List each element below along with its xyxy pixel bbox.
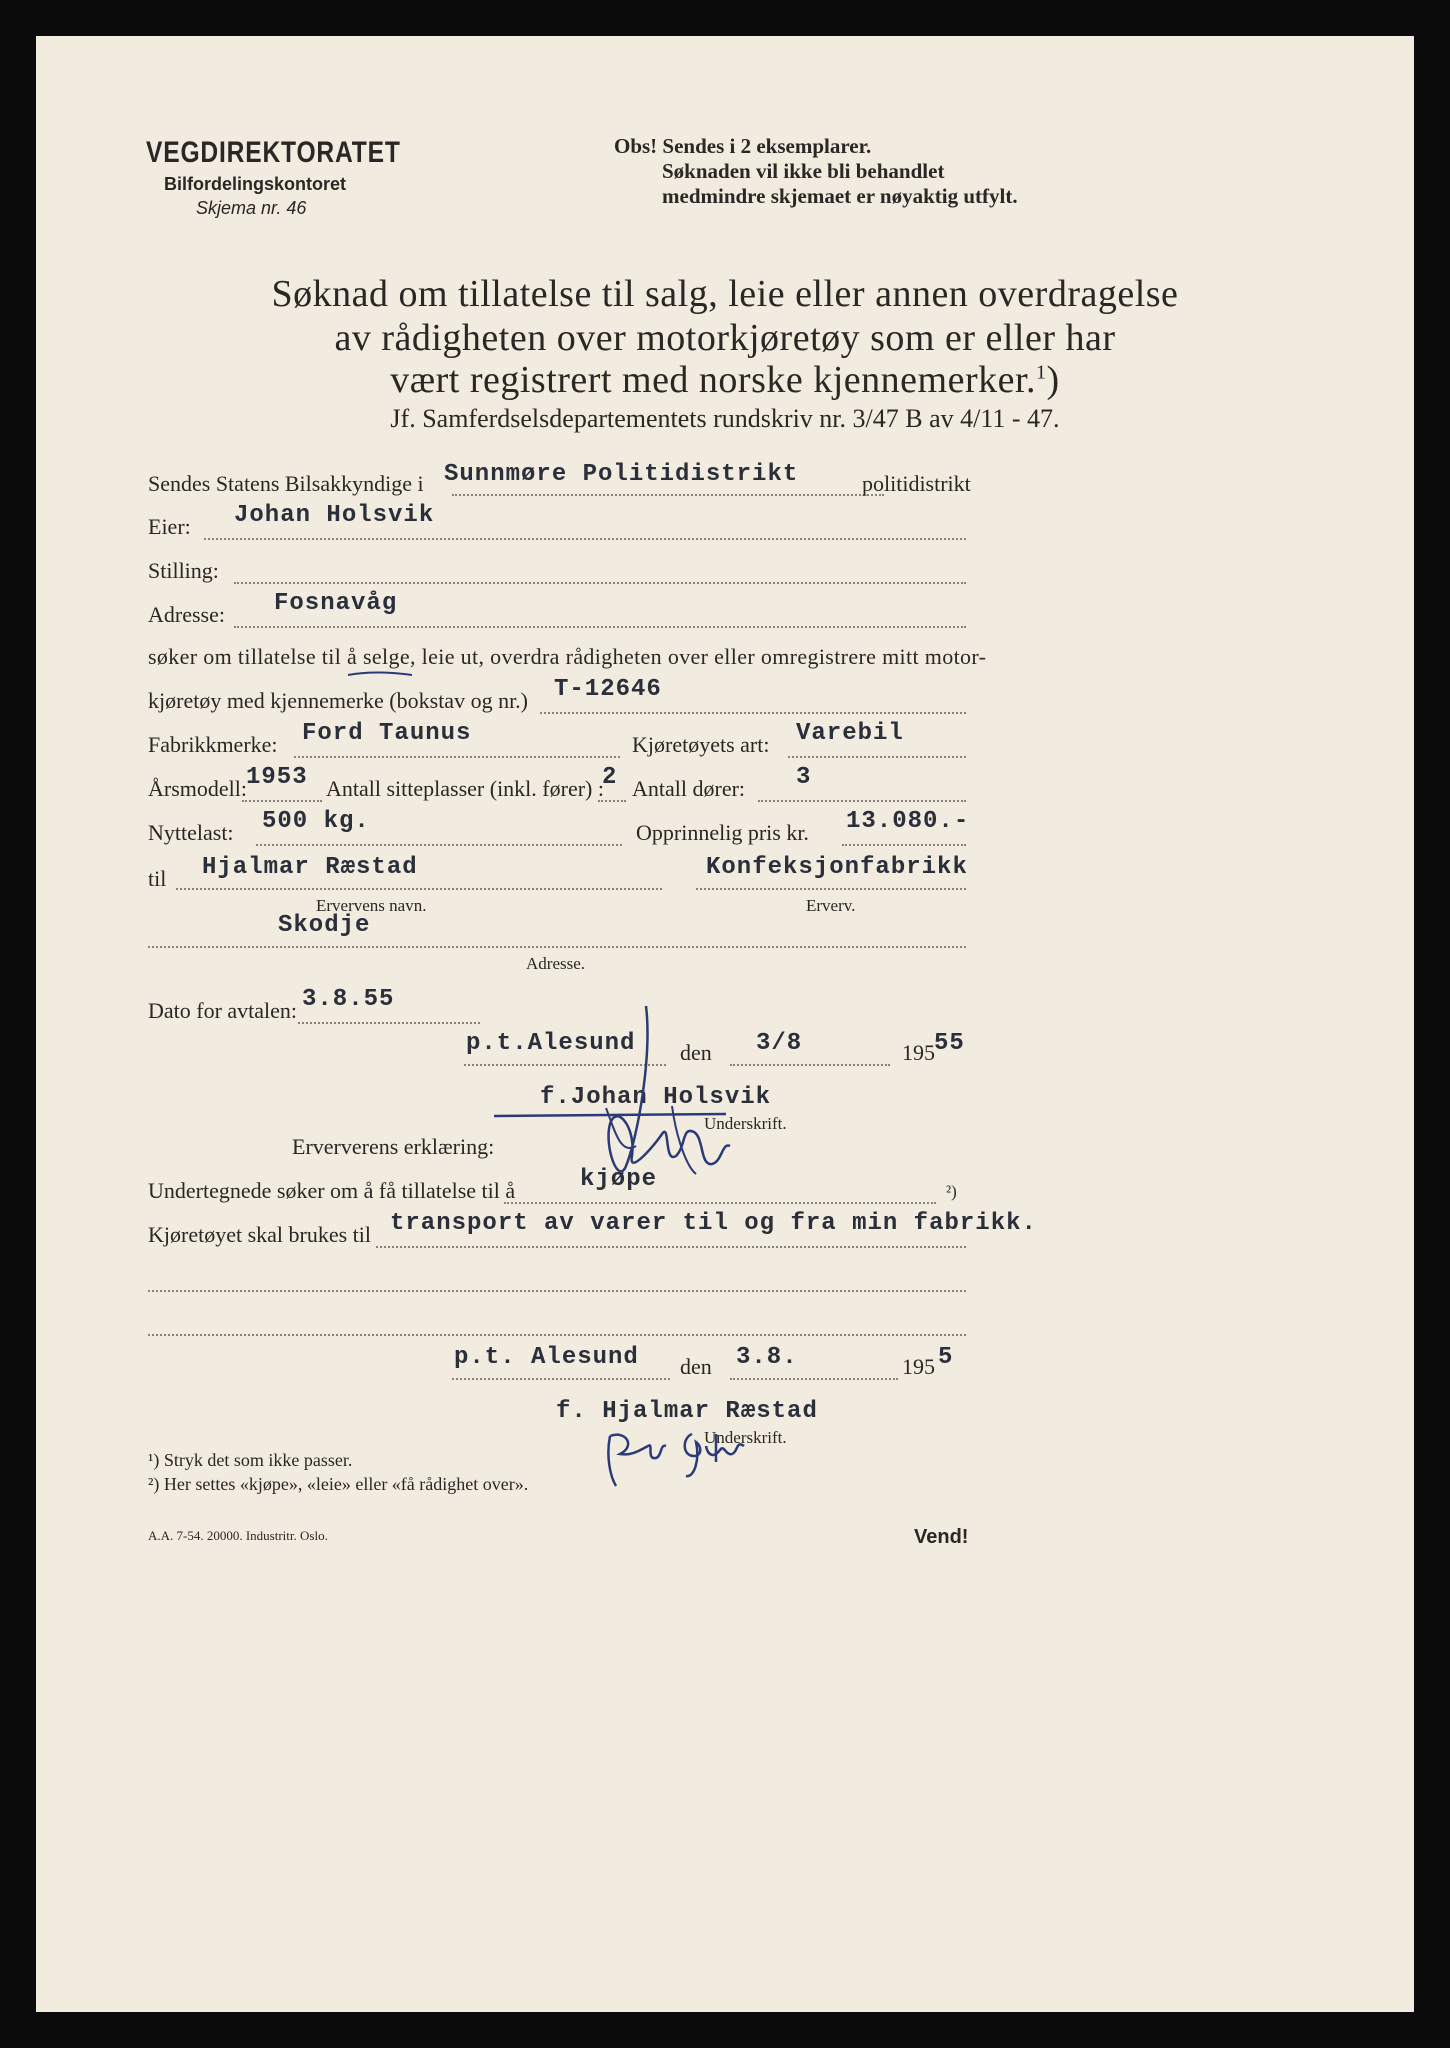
declaration-soker-note: ²) xyxy=(946,1182,957,1201)
art-value[interactable]: Varebil xyxy=(796,720,904,747)
sig1-place[interactable]: p.t.Alesund xyxy=(466,1030,636,1057)
footnote-2: ²) Her settes «kjøpe», «leie» eller «få rådighet over». xyxy=(148,1474,529,1494)
art-label: Kjøretøyets art: xyxy=(632,732,770,757)
nyttelast-line xyxy=(256,844,622,846)
erverver-adresse-line xyxy=(148,946,966,948)
sig1-signer[interactable]: f.Johan Holsvik xyxy=(540,1084,772,1111)
declaration-bruk-label: Kjøretøyet skal brukes til xyxy=(148,1222,372,1247)
org-name: VEGDIREKTORATET xyxy=(146,136,401,169)
sitteplasser-label: Antall sitteplasser (inkl. fører) : xyxy=(326,776,604,801)
sig2-date-line xyxy=(730,1378,898,1380)
erverver-navn-caption: Ervervens navn. xyxy=(316,896,427,915)
eier-label: Eier: xyxy=(148,514,191,539)
title-line-1: Søknad om tillatelse til salg, leie eller annen overdragelse xyxy=(271,273,1179,315)
arsmodell-label: Årsmodell: xyxy=(148,776,247,801)
sig2-year-prefix: 195 xyxy=(902,1354,935,1379)
eier-value[interactable]: Johan Holsvik xyxy=(234,502,435,529)
kjennemerke-line xyxy=(540,712,966,714)
sig1-caption: Underskrift. xyxy=(704,1114,787,1133)
sendes-suffix: politidistrikt xyxy=(862,471,971,496)
arsmodell-value[interactable]: 1953 xyxy=(246,764,308,791)
declaration-bruk-line xyxy=(376,1246,966,1248)
declaration-soker-line-full xyxy=(504,1202,936,1204)
schema-number: Skjema nr. 46 xyxy=(196,198,307,218)
fabrikkmerke-label: Fabrikkmerke: xyxy=(148,732,278,757)
selge-underline xyxy=(346,669,416,679)
fabrikkmerke-value[interactable]: Ford Taunus xyxy=(302,720,472,747)
title-footnote-mark: 1 xyxy=(1036,361,1047,384)
stilling-label: Stilling: xyxy=(148,558,219,583)
eier-line xyxy=(204,538,966,540)
title-line-3-text: vært registrert med norske kjennemerker. xyxy=(390,359,1037,401)
sig1-date-line xyxy=(730,1064,890,1066)
sig2-date[interactable]: 3.8. xyxy=(736,1344,798,1371)
pris-line xyxy=(842,844,966,846)
sig2-den-label: den xyxy=(680,1354,712,1379)
sig2-place[interactable]: p.t. Alesund xyxy=(454,1344,639,1371)
erverv-line xyxy=(696,888,966,890)
dorer-label: Antall dører: xyxy=(632,776,746,801)
kjennemerke-value[interactable]: T-12646 xyxy=(554,676,662,703)
title-line-2: av rådigheten over motorkjøretøy som er eller har xyxy=(334,317,1116,359)
declaration-extra-line-1 xyxy=(148,1290,966,1292)
dorer-value[interactable]: 3 xyxy=(796,764,812,791)
note-line-2: Søknaden vil ikke bli behandlet xyxy=(662,159,945,183)
kjennemerke-label: kjøretøy med kjennemerke (bokstav og nr.) xyxy=(148,688,529,713)
dorer-line xyxy=(758,800,966,802)
soker-text: søker om tillatelse til å selge, leie ut, overdra rådigheten over eller omregistrere mitt motor- xyxy=(148,644,987,669)
dato-line xyxy=(298,1022,480,1024)
title-line-3 xyxy=(36,358,1414,402)
note-line-3: medmindre skjemaet er nøyaktig utfylt. xyxy=(662,184,1018,208)
sendes-value[interactable]: Sunnmøre Politidistrikt xyxy=(444,461,799,488)
art-line xyxy=(788,756,966,758)
title-paren: ) xyxy=(1046,359,1060,401)
footnote-1: ¹) Stryk det som ikke passer. xyxy=(148,1450,353,1470)
reference-line: Jf. Samferdselsdepartementets rundskriv nr. 3/47 B av 4/11 - 47. xyxy=(390,404,1060,433)
fabrikkmerke-line-full xyxy=(294,756,620,758)
note-line-1: Obs! Sendes i 2 eksemplarer. xyxy=(614,134,872,158)
sitteplasser-value[interactable]: 2 xyxy=(602,764,618,791)
vend-label: Vend! xyxy=(914,1526,969,1548)
sig1-year-prefix: 195 xyxy=(902,1040,935,1065)
nyttelast-label: Nyttelast: xyxy=(148,820,234,845)
sitteplasser-line xyxy=(598,800,626,802)
adresse-line xyxy=(234,626,966,628)
sig1-den-label: den xyxy=(680,1040,712,1065)
erverver-navn-value[interactable]: Hjalmar Ræstad xyxy=(202,854,418,881)
sig2-place-line xyxy=(452,1378,670,1380)
declaration-soker-value[interactable]: kjøpe xyxy=(580,1166,658,1193)
signature-2-scrawl xyxy=(596,1416,776,1496)
pris-value[interactable]: 13.080.- xyxy=(846,808,970,835)
dato-value[interactable]: 3.8.55 xyxy=(302,986,395,1013)
erverver-navn-line xyxy=(176,888,662,890)
dato-label: Dato for avtalen: xyxy=(148,998,298,1023)
printer-note: A.A. 7-54. 20000. Industritr. Oslo. xyxy=(148,1528,328,1543)
sendes-label: Sendes Statens Bilsakkyndige i xyxy=(148,471,424,496)
sig1-date[interactable]: 3/8 xyxy=(756,1030,803,1057)
adresse-label: Adresse: xyxy=(148,602,225,627)
instruction-note xyxy=(614,134,1018,209)
sendes-line xyxy=(452,494,884,496)
arsmodell-line xyxy=(242,800,322,802)
declaration-heading: Erververens erklæring: xyxy=(292,1134,495,1159)
pris-label: Opprinnelig pris kr. xyxy=(636,820,809,845)
nyttelast-value[interactable]: 500 kg. xyxy=(262,808,370,835)
stilling-line xyxy=(234,582,966,584)
erverv-value[interactable]: Konfeksjonfabrikk xyxy=(706,854,968,881)
erverver-adresse-value[interactable]: Skodje xyxy=(278,912,371,939)
sig2-year-suffix[interactable]: 5 xyxy=(938,1344,954,1371)
sig1-year-suffix[interactable]: 55 xyxy=(934,1030,965,1057)
declaration-bruk-value[interactable]: transport av varer til og fra min fabrikk. xyxy=(390,1210,1037,1237)
office-name: Bilfordelingskontoret xyxy=(164,174,347,194)
adresse-value[interactable]: Fosnavåg xyxy=(274,590,398,617)
adresse-caption: Adresse. xyxy=(526,954,586,973)
form-page xyxy=(36,36,1414,2012)
til-label: til xyxy=(148,866,167,891)
declaration-soker-label: Undertegnede søker om å få tillatelse til å xyxy=(148,1178,516,1203)
declaration-extra-line-2 xyxy=(148,1334,966,1336)
erverv-caption: Erverv. xyxy=(806,896,856,915)
sig2-caption: Underskrift. xyxy=(704,1428,787,1447)
sig2-signer[interactable]: f. Hjalmar Ræstad xyxy=(556,1398,818,1425)
